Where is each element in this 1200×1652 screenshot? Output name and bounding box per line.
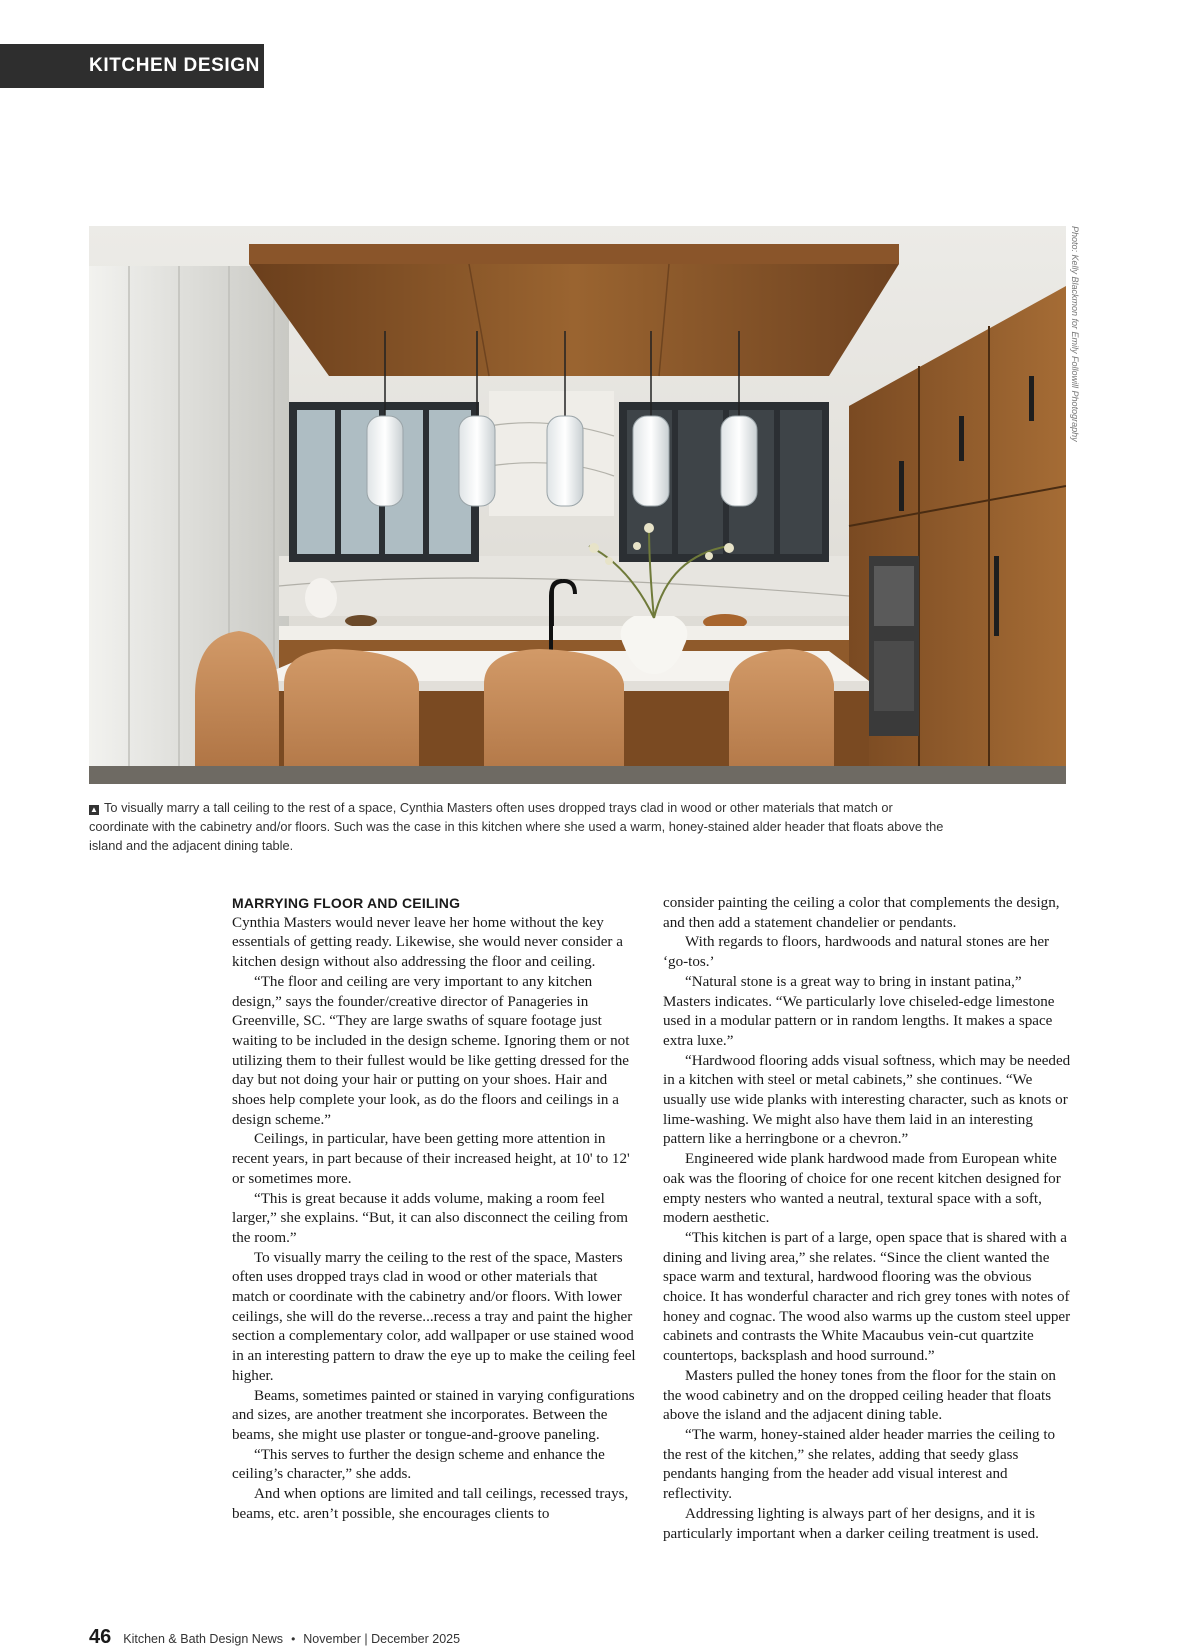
photo-credit: Photo: Kelly Blackmon for Emily Followill Photography xyxy=(1070,226,1080,442)
article-paragraph: Ceilings, in particular, have been getting more attention in recent years, in part because of their increased height, at 10' to 12' or sometimes more. xyxy=(232,1131,630,1187)
photo-caption xyxy=(89,798,949,855)
photo-caption-icon: ▲ xyxy=(90,805,98,814)
article-paragraph: “Natural stone is a great way to bring in instant patina,” Masters indicates. “We particularly love chiseled-edge limestone used in a modular pattern or in random lengths. It makes a space extra luxe.” xyxy=(663,973,1055,1049)
article-column-right xyxy=(663,894,1073,1544)
article-paragraph: Cynthia Masters would never leave her home without the key essentials of getting ready. Likewise, she would never consider a kitchen design without also addressing the floor and ceiling. xyxy=(232,914,623,971)
publication-name: Kitchen & Bath Design News xyxy=(123,1632,284,1646)
article-paragraph: “This kitchen is part of a large, open space that is shared with a dining and living area,” she relates. “Since the client wanted the space warm and textural, hardwood flooring was the obvious choice. It has wonderful character and rich grey tones with notes of honey and cognac. The wood also warms up the custom steel upper cabinets and contrasts the White Macaubus vein-cut quartzite countertops, backsplash and hood surround.” xyxy=(663,1229,1071,1365)
article-paragraph: “The warm, honey-stained alder header marries the ceiling to the rest of the kitchen,” she relates, adding that seedy glass pendants hanging from the header add visual interest and reflectivity. xyxy=(663,1426,1056,1503)
caption-text: To visually marry a tall ceiling to the rest of a space, Cynthia Masters often uses dropped trays clad in wood or other materials that match or coordinate with the cabinetry and/or floors. Such was the case in this kitchen where she used a warm, honey-stained alder header that floats above the island and the adjacent dining table. xyxy=(89,800,944,853)
kitchen-photo xyxy=(89,226,1066,784)
article-paragraph: To visually marry the ceiling to the rest of the space, Masters often uses dropped trays clad in wood or other materials that match or coordinate with the cabinetry and/or floors. With lower ceilings, she will do the reverse...recess a tray and paint the higher section a complementary color, add wallpaper or use stained wood in an interesting pattern to draw the eye up to make the ceiling feel higher. xyxy=(232,1249,636,1384)
article-paragraph: Engineered wide plank hardwood made from European white oak was the flooring of choice for one recent kitchen designed for empty nesters who wanted a neutral, textural space with a soft, modern aesthetic. xyxy=(663,1151,1061,1227)
article-heading: MARRYING FLOOR AND CEILING xyxy=(232,895,461,911)
footer-separator: • xyxy=(291,1632,296,1646)
section-label: KITCHEN DESIGN xyxy=(0,44,264,88)
article-column-left xyxy=(232,894,638,1525)
article-paragraph: And when options are limited and tall ceilings, recessed trays, beams, etc. aren’t possible, she encourages clients to xyxy=(232,1486,629,1522)
article-paragraph: “The floor and ceiling are very important to any kitchen design,” says the founder/creative director of Panageries in Greenville, SC. “They are large swaths of square footage just waiting to be included in the design scheme. Ignoring them or not utilizing them to their fullest would be like getting dressed for the day but not doing your hair or putting on your shoes. Hair and shoes help complete your look, as do the floors and ceilings in a design scheme.” xyxy=(232,973,630,1128)
issue-date: November | December 2025 xyxy=(303,1632,461,1646)
article-paragraph: Masters pulled the honey tones from the floor for the stain on the wood cabinetry and on the dropped ceiling header that floats above the island and the adjacent dining table. xyxy=(663,1367,1056,1424)
article-paragraph: With regards to floors, hardwoods and natural stones are her ‘go-tos.’ xyxy=(663,934,1050,971)
page-number: 46 xyxy=(89,1626,112,1648)
page-footer xyxy=(89,1626,460,1652)
article-paragraph: Addressing lighting is always part of her designs, and it is particularly important when a darker ceiling treatment is used. xyxy=(663,1505,1039,1542)
article-paragraph: consider painting the ceiling a color that complements the design, and then add a statement chandelier or pendants. xyxy=(663,895,1060,931)
article-paragraph: “This is great because it adds volume, making a room feel larger,” she explains. “But, it can also disconnect the ceiling from the room.” xyxy=(232,1190,629,1246)
article-paragraph: “This serves to further the design scheme and enhance the ceiling’s character,” she adds. xyxy=(232,1446,605,1483)
article-paragraph: “Hardwood flooring adds visual softness, which may be needed in a kitchen with steel or metal cabinets,” she continues. “We usually use wide planks with interesting character, such as knots or lime-washing. We might also have them laid in an interesting pattern like a herringbone or a chevron.” xyxy=(663,1052,1071,1148)
article-paragraph: Beams, sometimes painted or stained in varying configurations and sizes, are another treatment she incorporates. Between the beams, she might use plaster or tongue-and-groove paneling. xyxy=(232,1387,635,1443)
